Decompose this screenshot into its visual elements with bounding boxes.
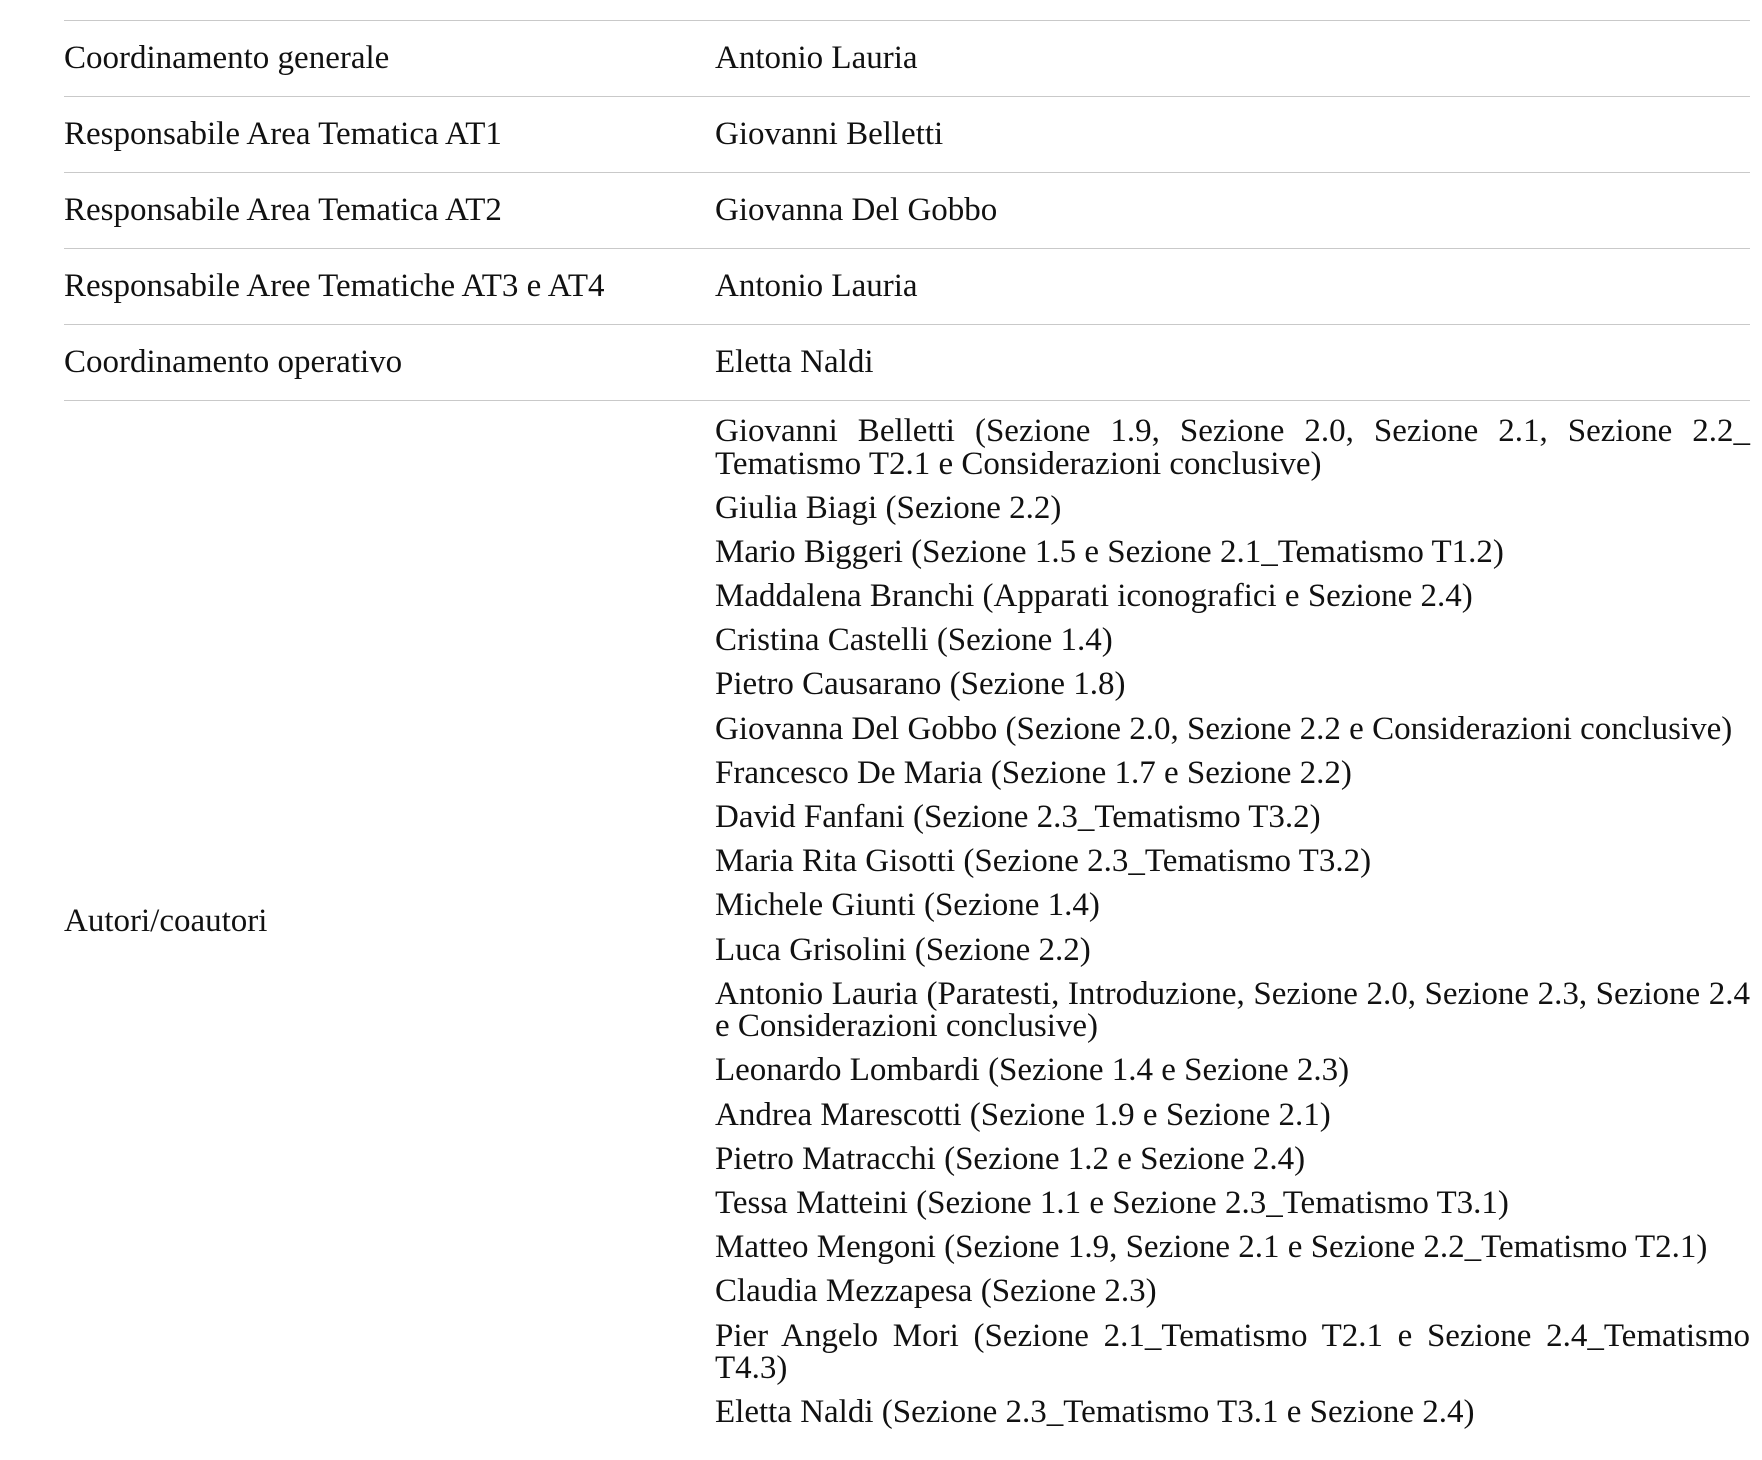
author-entry: Luca Grisolini (Sezione 2.2) xyxy=(715,931,1091,968)
credit-row-at2 xyxy=(64,172,1750,248)
author-entry: Pietro Matracchi (Sezione 1.2 e Sezione 2.4) xyxy=(715,1140,1306,1177)
author-entry: Matteo Mengoni (Sezione 1.9, Sezione 2.1 e Sezione 2.2_Tematismo T2.1) xyxy=(715,1229,1708,1266)
author-entry: Leonardo Lombardi (Sezione 1.4 e Sezione 2.3) xyxy=(715,1052,1350,1089)
role-person: Antonio Lauria xyxy=(715,40,918,76)
authors-list xyxy=(715,401,1750,1440)
author-entry: Maria Rita Gisotti (Sezione 2.3_Tematismo T3.2) xyxy=(715,843,1372,880)
author-entry: Maddalena Branchi (Apparati iconografici e Sezione 2.4) xyxy=(715,578,1473,615)
authors-label: Autori/coautori xyxy=(64,902,268,939)
role-label: Coordinamento generale xyxy=(64,40,390,76)
author-entry: Francesco De Maria (Sezione 1.7 e Sezione 2.2) xyxy=(715,754,1352,791)
role-label: Responsabile Area Tematica AT2 xyxy=(64,192,502,228)
author-entry: Antonio Lauria (Paratesti, Introduzione, Sezione 2.0, Sezione 2.3, Sezione 2.4 e Considerazioni conclusive) xyxy=(715,975,1750,1045)
role-person: Antonio Lauria xyxy=(715,268,918,304)
author-entry: Giulia Biagi (Sezione 2.2) xyxy=(715,489,1062,526)
author-entry: Giovanni Belletti (Sezione 1.9, Sezione 2.0, Sezione 2.1, Sezione 2.2_ Tematismo T2.1 e Considerazioni conclusive) xyxy=(715,413,1750,482)
author-entry: Eletta Naldi (Sezione 2.3_Tematismo T3.1 e Sezione 2.4) xyxy=(715,1394,1475,1431)
credit-row-general-coordination xyxy=(64,20,1750,96)
author-entry: Pietro Causarano (Sezione 1.8) xyxy=(715,666,1126,703)
credit-row-authors xyxy=(64,401,1750,1440)
author-entry: Cristina Castelli (Sezione 1.4) xyxy=(715,622,1113,659)
author-entry: Giovanna Del Gobbo (Sezione 2.0, Sezione 2.2 e Considerazioni conclusive) xyxy=(715,710,1733,747)
author-entry: Pier Angelo Mori (Sezione 2.1_Tematismo T2.1 e Sezione 2.4_Tematismo T4.3) xyxy=(715,1317,1750,1387)
author-entry: Tessa Matteini (Sezione 1.1 e Sezione 2.3_Tematismo T3.1) xyxy=(715,1185,1509,1221)
author-entry: Andrea Marescotti (Sezione 1.9 e Sezione 2.1) xyxy=(715,1096,1331,1133)
credit-row-at1 xyxy=(64,96,1750,172)
role-label: Coordinamento operativo xyxy=(64,344,403,380)
author-entry: Mario Biggeri (Sezione 1.5 e Sezione 2.1_Tematismo T1.2) xyxy=(715,533,1504,570)
role-label: Responsabile Area Tematica AT1 xyxy=(64,116,502,152)
credit-row-operative-coordination xyxy=(64,324,1750,401)
role-person: Giovanni Belletti xyxy=(715,116,944,152)
role-person: Eletta Naldi xyxy=(715,344,874,380)
role-person: Giovanna Del Gobbo xyxy=(715,192,998,228)
author-entry: David Fanfani (Sezione 2.3_Tematismo T3.2) xyxy=(715,799,1321,835)
credits-table xyxy=(64,20,1750,1440)
author-entry: Michele Giunti (Sezione 1.4) xyxy=(715,887,1100,924)
credit-row-at3-at4 xyxy=(64,248,1750,324)
author-entry: Claudia Mezzapesa (Sezione 2.3) xyxy=(715,1273,1157,1310)
role-label: Responsabile Aree Tematiche AT3 e AT4 xyxy=(64,268,605,304)
